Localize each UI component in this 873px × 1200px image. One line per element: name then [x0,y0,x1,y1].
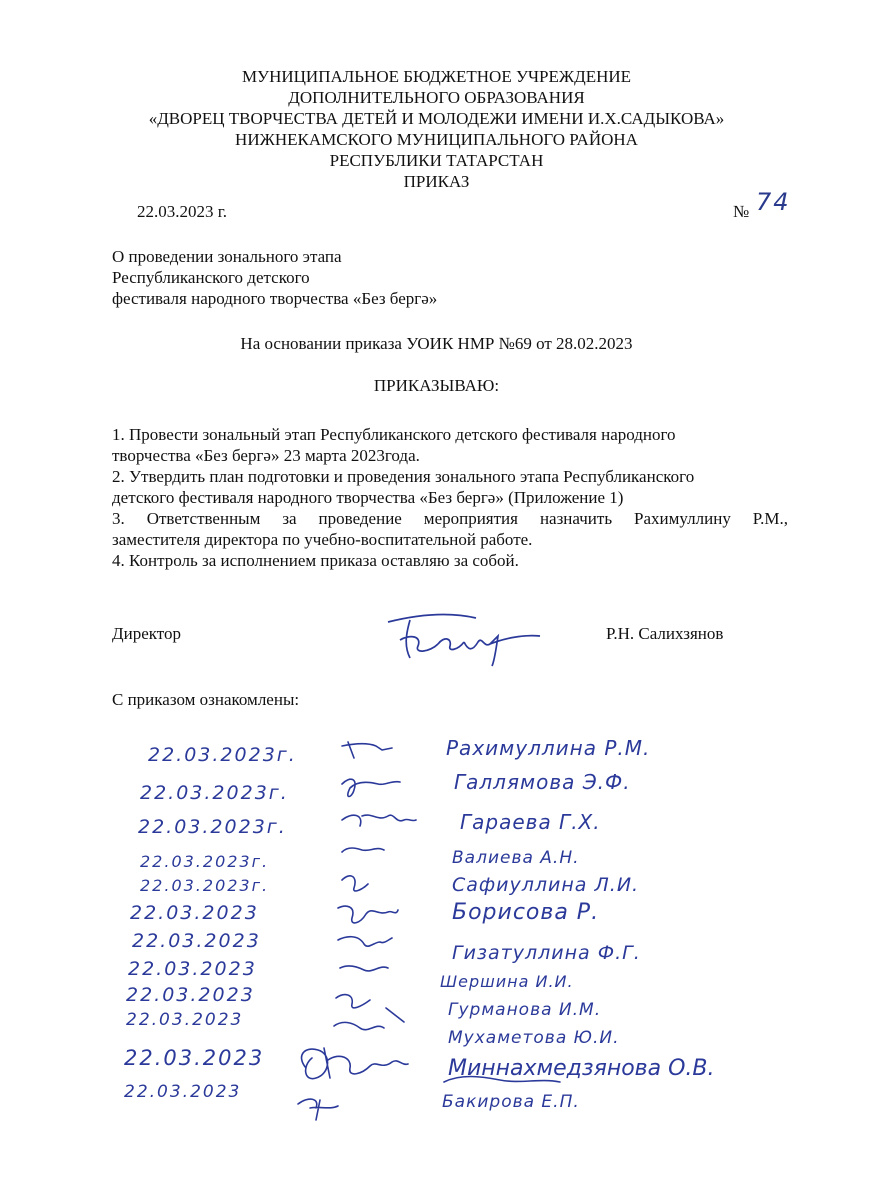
ack-name: Валиева А.Н. [452,848,580,868]
subject-line: фестиваля народного творчества «Без бергә» [112,289,438,308]
ack-name: Гурманова И.М. [448,1000,602,1020]
ack-date: 22.03.2023 [126,984,255,1006]
header-line-district: НИЖНЕКАМСКОГО МУНИЦИПАЛЬНОГО РАЙОНА [235,130,638,149]
item-2-line: детского фестиваля народного творчества «Без бергә» (Приложение 1) [112,488,624,507]
signer-name: Р.Н. Салихзянов [606,624,724,643]
item-3-line: 3. Ответственным за проведение мероприятия назначить Рахимуллину Р.М., [112,509,788,528]
order-directive: ПРИКАЗЫВАЮ: [373,376,500,395]
item-1-line: творчества «Без бергә» 23 марта 2023года. [112,446,420,465]
order-number-label: № [733,202,750,221]
ack-date: 22.03.2023 [130,902,259,924]
ack-name: Сафиуллина Л.И. [452,874,640,896]
order-basis: На основании приказа УОИК НМР №69 от 28.02.2023 [240,334,633,353]
ack-name: Гараева Г.Х. [460,810,601,834]
ack-name: Шершина И.И. [440,972,574,991]
ack-name: Миннахмедзянова О.В. [448,1056,715,1081]
document-type: ПРИКАЗ [403,172,470,191]
director-signature [380,600,550,670]
header-line-education: ДОПОЛНИТЕЛЬНОГО ОБРАЗОВАНИЯ [288,88,585,107]
ack-date: 22.03.2023г. [148,744,297,766]
ack-date: 22.03.2023г. [138,816,287,838]
ack-date: 22.03.2023 [124,1046,265,1070]
ack-date: 22.03.2023 [124,1082,242,1102]
acknowledgement-title: С приказом ознакомлены: [112,690,300,709]
ack-name: Борисова Р. [452,900,600,925]
order-date: 22.03.2023 г. [137,202,228,221]
item-2-line: 2. Утвердить план подготовки и проведения зонального этапа Республиканского [112,467,695,486]
header-line-palace: «ДВОРЕЦ ТВОРЧЕСТВА ДЕТЕЙ И МОЛОДЕЖИ ИМЕНИ И.Х.САДЫКОВА» [148,109,725,128]
ack-name: Галлямова Э.Ф. [454,770,631,794]
ack-date: 22.03.2023г. [140,782,289,804]
order-number-handwritten: 74 [756,188,791,216]
order-items [112,424,788,571]
ack-date: 22.03.2023г. [140,852,270,871]
signature-flourish [440,1052,710,1102]
ack-date: 22.03.2023 [132,930,261,952]
order-subject [112,246,437,309]
item-3-line: заместителя директора по учебно-воспитательной работе. [112,530,533,549]
ack-date: 22.03.2023г. [140,876,270,895]
ack-name: Бакирова Е.П. [442,1092,580,1112]
item-1-line: 1. Провести зональный этап Республиканского детского фестиваля народного [112,425,676,444]
acknowledgement-signatures [280,728,450,1128]
ack-date: 22.03.2023 [126,1010,244,1030]
ack-name: Гизатуллина Ф.Г. [452,942,641,964]
subject-line: О проведении зонального этапа [112,247,342,266]
header-line-republic: РЕСПУБЛИКИ ТАТАРСТАН [329,151,544,170]
document-header [0,66,873,192]
ack-name: Рахимуллина Р.М. [446,736,651,760]
ack-date: 22.03.2023 [128,958,257,980]
subject-line: Республиканского детского [112,268,310,287]
item-4-line: 4. Контроль за исполнением приказа оставляю за собой. [112,551,519,570]
header-line-institution: МУНИЦИПАЛЬНОЕ БЮДЖЕТНОЕ УЧРЕЖДЕНИЕ [241,67,632,86]
signer-role: Директор [112,624,181,643]
ack-name: Мухаметова Ю.И. [448,1028,620,1048]
